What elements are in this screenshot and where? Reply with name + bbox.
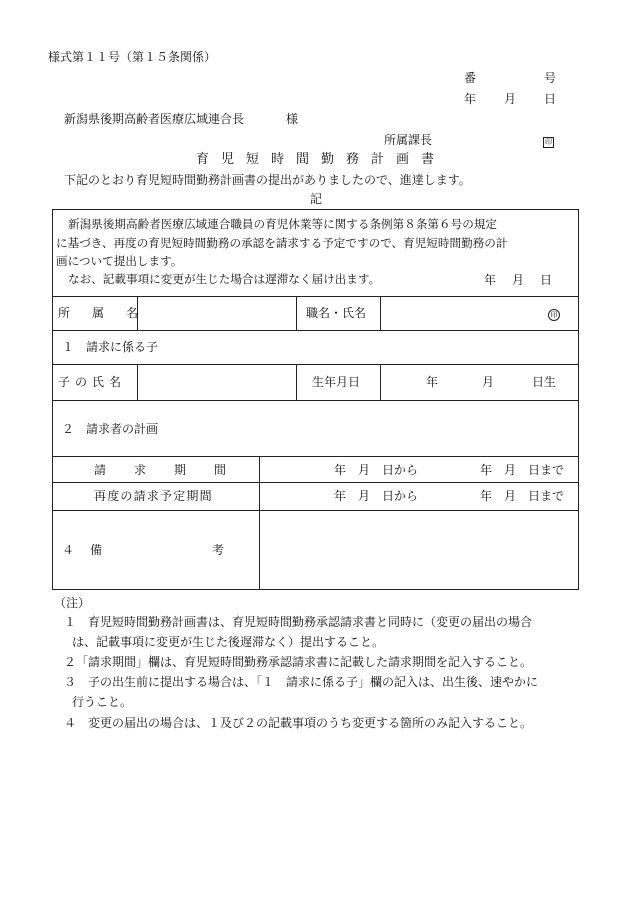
statement-line-4: なお、記載事項に変更が生じた場合は遅滞なく届け出ます。 <box>68 272 381 286</box>
vrule-child-mid <box>296 364 297 400</box>
notes-heading: （注） <box>54 596 91 610</box>
chief-seal-mark <box>543 134 554 148</box>
affiliation-label-text: 所属名 <box>58 306 161 320</box>
request-period-from[interactable]: 年 月 日から <box>334 463 419 477</box>
addressee-honorific: 様 <box>286 112 299 126</box>
birth-year-label: 年 <box>426 375 439 389</box>
section-1-heading: １ 請求に係る子 <box>62 340 159 354</box>
remarks-label-b: 考 <box>212 543 225 557</box>
rule-reperiod-bottom <box>52 510 579 511</box>
affiliation-input[interactable] <box>139 298 294 328</box>
applicant-seal-icon: 印 <box>548 309 560 321</box>
vrule-birth-label <box>380 364 381 400</box>
intro-text: 下記のとおり育児短時間勤務計画書の提出がありましたので、進達します。 <box>64 173 471 187</box>
date-month-label: 月 <box>504 92 517 106</box>
ki-label: 記 <box>310 192 323 206</box>
note-2: ２「請求期間」欄は、育児短時間勤務承認請求書に記載した請求期間を記入すること。 <box>64 655 533 669</box>
vrule-period <box>259 456 260 590</box>
note-4: ４ 変更の届出の場合は、１及び２の記載事項のうち変更する箇所のみ記入すること。 <box>64 716 533 730</box>
affiliation-label <box>58 306 161 320</box>
rule-period-bottom <box>52 482 579 483</box>
statement-date-day: 日 <box>540 273 553 287</box>
department-chief-label: 所属課長 <box>384 133 433 147</box>
document-title: 育児短時間勤務計画書 <box>196 152 447 167</box>
section-2-heading: ２ 請求者の計画 <box>62 422 159 436</box>
request-period-label: 請求期間 <box>94 463 255 477</box>
note-1-line-2: は、記載事項に変更が生じた後遅滞なく）提出すること。 <box>72 635 385 649</box>
statement-line-2: に基づき、再度の育児短時間勤務の承認を請求する予定ですので、育児短時間勤務の計 <box>56 236 508 250</box>
date-year-label: 年 <box>464 92 477 106</box>
child-name-input[interactable] <box>139 366 294 398</box>
applicant-seal-mark <box>548 307 560 321</box>
vrule-position-label <box>380 296 381 330</box>
chief-seal-icon: 印 <box>545 138 552 146</box>
form-number: 様式第１１号（第１５条関係） <box>48 50 217 64</box>
request-period-until[interactable]: 年 月 日まで <box>480 463 565 477</box>
statement-line-3: 画について提出します。 <box>56 254 183 268</box>
rule-child-bottom <box>52 400 579 401</box>
rule-sec1-bottom <box>52 364 579 365</box>
vrule-child-label <box>137 364 138 400</box>
rule-affiliation-bottom <box>52 330 579 331</box>
note-3-line-2: 行うこと。 <box>72 695 133 709</box>
rerequest-period-label: 再度の請求予定期間 <box>94 489 213 503</box>
addressee: 新潟県後期高齢者医療広域連合長 <box>64 112 245 126</box>
remarks-number: ４ <box>62 543 75 557</box>
rule-statement-bottom <box>52 296 579 297</box>
remarks-label-a: 備 <box>90 543 103 557</box>
rerequest-period-until[interactable]: 年 月 日まで <box>480 489 565 503</box>
note-3-line-1: ３ 子の出生前に提出する場合は、「１ 請求に係る子」欄の記入は、出生後、速やかに <box>64 675 539 689</box>
birth-day-label: 日生 <box>532 375 557 389</box>
vrule-affiliation-mid <box>296 296 297 330</box>
birth-date-label: 生年月日 <box>312 375 361 389</box>
position-name-label: 職名・氏名 <box>306 306 367 320</box>
statement-date-month: 月 <box>512 273 525 287</box>
rerequest-period-from[interactable]: 年 月 日から <box>334 489 419 503</box>
number-label-ban: 番 <box>464 71 477 85</box>
statement-date-year: 年 <box>484 273 497 287</box>
child-name-label: 子の氏名 <box>58 375 127 389</box>
remarks-input[interactable] <box>261 512 577 588</box>
position-name-input[interactable] <box>382 298 537 328</box>
note-1-line-1: １ 育児短時間勤務計画書は、育児短時間勤務承認請求書と同時に（変更の届出の場合 <box>64 615 533 629</box>
number-label-go: 号 <box>544 71 557 85</box>
statement-line-1: 新潟県後期高齢者医療広域連合職員の育児休業等に関する条例第８条第６号の規定 <box>68 217 497 231</box>
rule-sec2-bottom <box>52 456 579 457</box>
birth-month-label: 月 <box>482 375 495 389</box>
date-day-label: 日 <box>544 92 557 106</box>
